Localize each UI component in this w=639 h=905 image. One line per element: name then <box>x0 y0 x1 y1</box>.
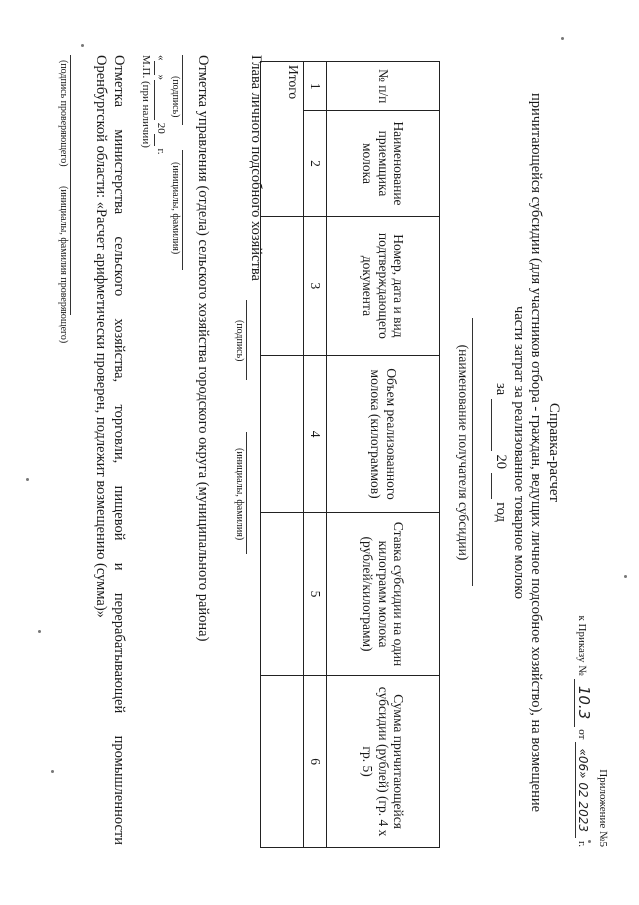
document-title: Справка-расчет <box>546 402 562 503</box>
date-close-quote: » <box>155 74 167 80</box>
dept-name-line <box>182 150 183 270</box>
date-year-blank <box>154 134 167 146</box>
total-label: Итого <box>261 62 304 217</box>
appendix-order-line <box>574 615 593 847</box>
col-number-6: 6 <box>304 676 327 848</box>
head-name-line <box>246 432 247 554</box>
appendix-title: Приложение №5 <box>597 769 609 847</box>
dept-name-caption: (инициалы, фамилия) <box>170 162 181 255</box>
head-name-caption: (инициалы, фамилия) <box>234 448 245 541</box>
scan-speck <box>26 478 29 481</box>
header-volume: Объем реализованного молока (килограммов) <box>327 356 440 513</box>
dept-sign-caption: (подпись) <box>170 76 181 118</box>
header-rate: Ставка субсидии на один килограмм молока (рублей/килограмм) <box>327 512 440 675</box>
scan-speck <box>38 630 41 633</box>
period-year-blank <box>491 473 509 499</box>
checker-name-caption: (инициалы, фамилия проверяющего) <box>58 186 69 344</box>
date-year: 20 <box>155 122 167 134</box>
scan-speck <box>624 575 627 578</box>
dept-sign-line <box>182 55 183 125</box>
col-number-4: 4 <box>304 356 327 513</box>
dept-date-line <box>154 55 167 155</box>
total-cell-5 <box>261 512 304 675</box>
document-subtitle-1: причитающейся субсидии (для участников отбора - граждан, ведущих личное подсобное хозяйство), на возмещение <box>528 92 544 813</box>
stamp-label: М.П. (при наличии) <box>140 55 152 148</box>
header-receiver: Наименование приемщика молока <box>327 111 440 216</box>
appendix-order-number: 10.3 <box>574 679 593 727</box>
table-number-row <box>304 62 327 848</box>
ministry-mark-line-1: Отметка министерства сельского хозяйства, торговли, пищевой и перерабатывающей промышленности <box>111 55 127 845</box>
period-blank <box>491 399 509 451</box>
head-sign-line <box>246 300 247 380</box>
subsidy-table <box>260 61 440 848</box>
date-open-quote: « <box>155 55 167 61</box>
document-subtitle-2: части затрат за реализованное товарное молоко <box>511 306 527 599</box>
head-sign-caption: (подпись) <box>234 320 245 362</box>
scan-speck <box>51 770 54 773</box>
col-number-3: 3 <box>304 216 327 356</box>
period-suffix: год <box>493 502 509 522</box>
date-month-blank <box>154 80 167 120</box>
period-prefix: за <box>493 383 509 396</box>
head-label: Глава личного подсобного хозяйства <box>248 55 264 281</box>
table-header-row <box>327 62 440 848</box>
total-cell-4 <box>261 356 304 513</box>
appendix-order-date: «06» 02 2023 <box>575 742 590 838</box>
col-number-1: 1 <box>304 62 327 111</box>
ministry-mark-line-2: Оренбургской области: «Расчет арифметически проверен, подлежит возмещению (сумма)» <box>93 55 109 618</box>
period-year: 20 <box>493 454 509 469</box>
period-line <box>491 0 509 905</box>
recipient-line <box>472 318 473 586</box>
scan-speck <box>588 840 591 843</box>
checker-line <box>70 55 71 315</box>
header-document: Номер, дата и вид подтверждающего документа <box>327 216 440 356</box>
col-number-2: 2 <box>304 111 327 216</box>
appendix-order-label: к Приказу № <box>576 615 588 676</box>
appendix-from-label: от <box>576 729 588 740</box>
total-cell-6 <box>261 676 304 848</box>
date-suffix: г. <box>155 148 167 155</box>
header-number: № п/п <box>327 62 440 111</box>
scan-speck <box>81 44 84 47</box>
scan-speck <box>561 37 564 40</box>
appendix-year-suffix: г. <box>576 840 588 847</box>
date-day-blank <box>154 61 167 75</box>
recipient-caption: (наименование получателя субсидии) <box>456 344 471 561</box>
col-number-5: 5 <box>304 512 327 675</box>
checker-sign-caption: (подпись проверяющего) <box>58 60 69 167</box>
header-amount: Сумма причитающейся субсидии (рублей) (гр. 4 х гр. 5) <box>327 676 440 848</box>
department-mark: Отметка управления (отдела) сельского хозяйства городского округа (муниципального района) <box>195 55 211 642</box>
total-cell-3 <box>261 216 304 356</box>
table-total-row <box>261 62 304 848</box>
